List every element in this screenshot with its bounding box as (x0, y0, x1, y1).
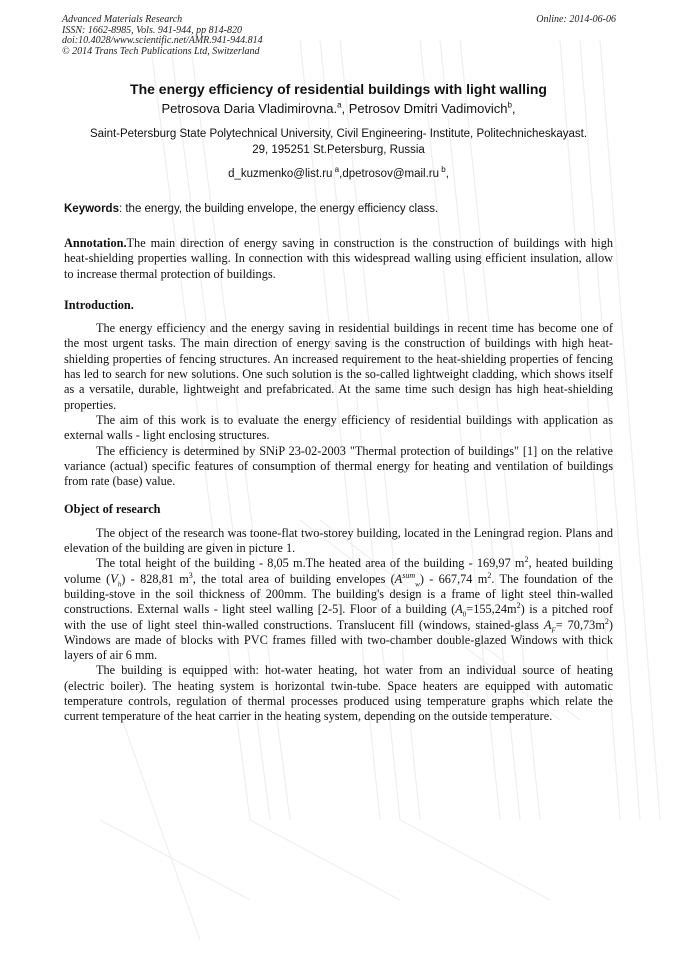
journal-name: Advanced Materials Research (62, 14, 183, 25)
introduction-heading: Introduction. (64, 297, 134, 312)
object-section (64, 526, 613, 725)
author-2: , Petrosov Dmitri Vadimovich (341, 101, 508, 116)
superscript: 3 (188, 570, 193, 580)
subscript: F (551, 625, 556, 634)
affiliation (64, 126, 613, 158)
affiliation-line-1: Saint-Petersburg State Polytechnical University, Civil Engineering- Institute, Politechnicheskayast. (89, 128, 588, 140)
keywords-label: Keywords (64, 203, 119, 215)
paper-title: The energy efficiency of residential buildings with light walling (130, 81, 547, 97)
paper-body (64, 80, 613, 725)
author-2-sup: b (507, 100, 512, 110)
superscript: 2 (516, 601, 521, 611)
email-2-sup: b (439, 165, 446, 175)
annotation-label: Annotation. (64, 236, 127, 250)
object-paragraph-2 (64, 556, 613, 663)
superscript: 2 (604, 616, 609, 626)
keywords-text: : the energy, the building envelope, the energy efficiency class. (118, 203, 439, 215)
math-symbol: V (110, 571, 118, 586)
introduction-paragraph-2: The aim of this work is to evaluate the energy efficiency of residential buildings with application as external walls - light enclosing structures. (64, 412, 613, 443)
journal-copyright: © 2014 Trans Tech Publications Ltd, Switzerland (62, 45, 260, 57)
text-run: ) Windows are made of blocks with PVC frames filled with two-chamber double-glazed Windows with thick layers of air 6 mm. (64, 617, 613, 663)
text-run: =155,24m (466, 602, 517, 617)
math-symbol: A (394, 571, 403, 586)
email-2[interactable]: ,dpetrosov@mail.ru (339, 168, 440, 180)
text-run: , heated building volume ( (64, 556, 613, 586)
math-symbol: A (455, 602, 463, 617)
text-run: . The foundation of the building-stove in the soil thickness of 200mm. The building's design is a frame of light steel thin-walled constructions. External walls - light steel walling [2-5]. Floor of a building ( (64, 571, 614, 617)
email-1[interactable]: d_kuzmenko@list.ru (228, 168, 333, 180)
email-1-sup: a (332, 165, 340, 175)
author-1-sup: a (337, 100, 342, 110)
text-run: ) is a pitched roof with the use of light steel thin-walled constructions. Translucent fill (windows, stained-glass (64, 602, 613, 632)
author-list (64, 100, 613, 118)
subscript: w (415, 580, 420, 589)
subscript: 0 (462, 610, 467, 619)
journal-doi: doi:10.4028/www.scientific.net/AMR.941-944.814 (62, 35, 263, 46)
text-run: , the total area of building envelopes ( (192, 571, 395, 586)
object-paragraph-1: The object of the research was toone-flat two-storey building, located in the Leningrad region. Plans and elevation of the building are given in picture 1. (64, 525, 613, 556)
email-tail: , (445, 168, 449, 180)
text-run: = 70,73m (555, 617, 605, 632)
journal-header (62, 15, 616, 57)
text-run: The total height of the building - 8,05 m.The heated area of the building - 169,97 m (96, 556, 525, 571)
superscript: 2 (487, 570, 492, 580)
online-date: Online: 2014-06-06 (536, 14, 616, 25)
superscript: sum (402, 570, 416, 580)
superscript: 2 (524, 555, 529, 565)
introduction-section (64, 321, 613, 489)
author-emails (64, 166, 613, 182)
affiliation-line-2: 29, 195251 St.Petersburg, Russia (252, 144, 425, 156)
author-tail: , (511, 101, 516, 116)
object-paragraph-3: The building is equipped with: hot-water heating, hot water from an individual source of heating (electric boiler). The heating system is horizontal twin-tube. Space heaters are equipped with automatic temperature controls, regulation of thermal processes produced using temperature graphs which relate the current temperature of the heat carrier in the heating system, depending on the outside temperature. (64, 663, 613, 724)
annotation (64, 236, 613, 282)
author-1: Petrosova Daria Vladimirovna. (161, 101, 338, 116)
text-run: ) - 667,74 m (419, 571, 488, 586)
text-run: ) - 828,81 m (121, 571, 189, 586)
journal-issn: ISSN: 1662-8985, Vols. 941-944, pp 814-820 (62, 24, 242, 36)
object-heading: Object of research (64, 502, 161, 517)
introduction-paragraph-3: The efficiency is determined by SNiP 23-02-2003 "Thermal protection of buildings" [1] on the relative variance (actual) specific features of consumption of thermal energy for heating and ventilation of buildings from rate (base) value. (64, 443, 613, 489)
subscript: h (117, 580, 122, 589)
annotation-text: The main direction of energy saving in construction is the construction of buildings with high heat-shielding properties walling. In connection with this widespread walling using efficient insulation, allow to increase thermal protection of buildings. (64, 236, 613, 281)
math-symbol: A (543, 617, 552, 632)
introduction-paragraph-1: The energy efficiency and the energy saving in residential buildings in recent time has become one of the most urgent tasks. The main direction of energy saving is the construction of buildings with high heat-shielding properties of fencing structures. An increased requirement to the heat-shielding properties of fencing has led to search for new solutions. One such solution is the so-called lightweight cladding, which shows itself as a versatile, durable, lightweight and prefabricated. At the same time such design has high heat-shielding properties. (64, 321, 613, 412)
keywords (64, 202, 613, 217)
